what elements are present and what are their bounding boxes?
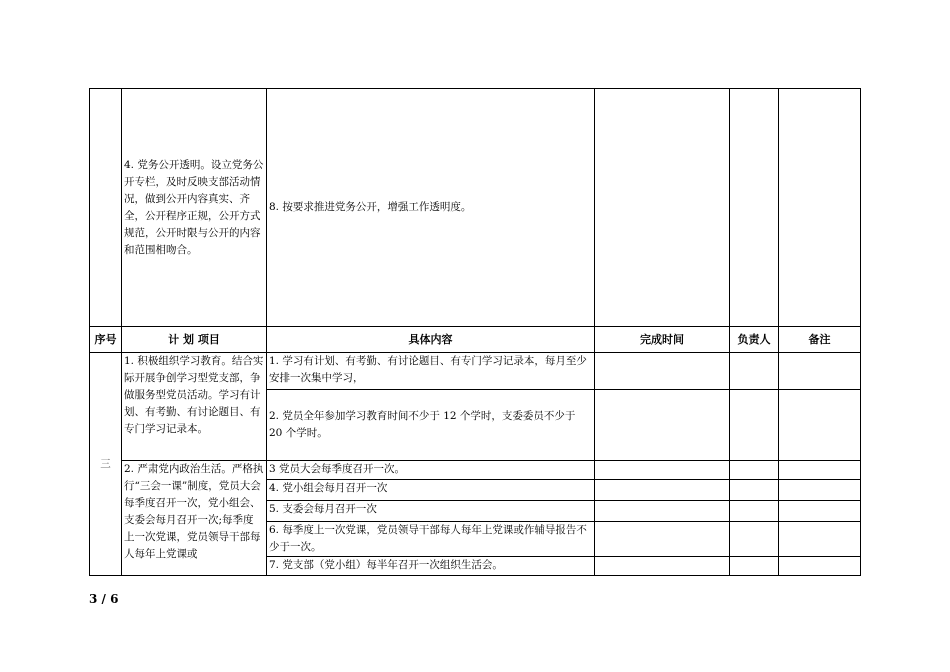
content-cell [267,89,595,327]
owner-cell [730,522,779,557]
time-cell [595,480,730,501]
content-text: 1. 学习有计划、有考勤、有讨论题目、有专门学习记录本，每月至少安排一次集中学习， [269,355,587,384]
content-text: 5. 支委会每月召开一次 [269,503,377,515]
owner-cell [730,390,779,461]
continued-row [90,89,861,327]
time-cell [595,522,730,557]
section-seq-cell: 三 [90,353,122,576]
plan-item-cell [122,89,267,327]
note-cell [779,522,861,557]
table-row [90,353,861,390]
header-content: 具体内容 [267,327,595,353]
plan-item-text: 4. 党务公开透明。设立党务公开专栏，及时反映支部活动情况，做到公开内容真实、齐全，公开程序正规，公开方式规范，公开时限与公开的内容和范围相吻合。 [124,158,264,256]
content-cell [267,480,595,501]
content-text: 3 党员大会每季度召开一次。 [269,463,406,475]
owner-cell [730,353,779,390]
header-owner: 负责人 [730,327,779,353]
content-text: 7. 党支部（党小组）每半年召开一次组织生活会。 [269,559,503,571]
header-seq: 序号 [90,327,122,353]
header-row [90,327,861,353]
note-cell [779,501,861,522]
table-row [90,461,861,480]
content-text: 6. 每季度上一次党课，党员领导干部每人每年上党课或作辅导报告不少于一次。 [269,524,587,553]
owner-cell [730,557,779,576]
note-cell [779,480,861,501]
owner-cell [730,501,779,522]
owner-cell [730,89,779,327]
page-number: 3 / 6 [89,592,119,606]
header-item: 计 划 项目 [122,327,267,353]
owner-cell [730,461,779,480]
plan-item-cell [122,353,267,461]
content-cell [267,390,595,461]
note-cell [779,461,861,480]
time-cell [595,461,730,480]
content-text: 2. 党员全年参加学习教育时间不少于 12 个学时，支委委员不少于 20 个学时。 [269,410,576,439]
work-plan-table [89,88,861,576]
time-cell [595,89,730,327]
content-text: 8. 按要求推进党务公开，增强工作透明度。 [269,201,472,213]
content-cell [267,522,595,557]
plan-item-cell [122,461,267,576]
note-cell [779,390,861,461]
content-cell [267,557,595,576]
time-cell [595,501,730,522]
time-cell [595,557,730,576]
content-cell [267,501,595,522]
header-note: 备注 [779,327,861,353]
content-cell [267,353,595,390]
note-cell [779,557,861,576]
plan-item-text: 2. 严肃党内政治生活。严格执行“三会一课”制度，党员大会每季度召开一次，党小组会、支委会每月召开一次;每季度上一次党课，党员领导干部每人每年上党课或 [124,463,264,560]
content-text: 4. 党小组会每月召开一次 [269,482,388,494]
seq-cell [90,89,122,327]
owner-cell [730,480,779,501]
time-cell [595,390,730,461]
content-cell [267,461,595,480]
time-cell [595,353,730,390]
header-time: 完成时间 [595,327,730,353]
note-cell [779,89,861,327]
plan-item-text: 1. 积极组织学习教育。结合实际开展争创学习型党支部，争做服务型党员活动。学习有计划、有考勤、有讨论题目、有专门学习记录本。 [124,355,264,435]
note-cell [779,353,861,390]
